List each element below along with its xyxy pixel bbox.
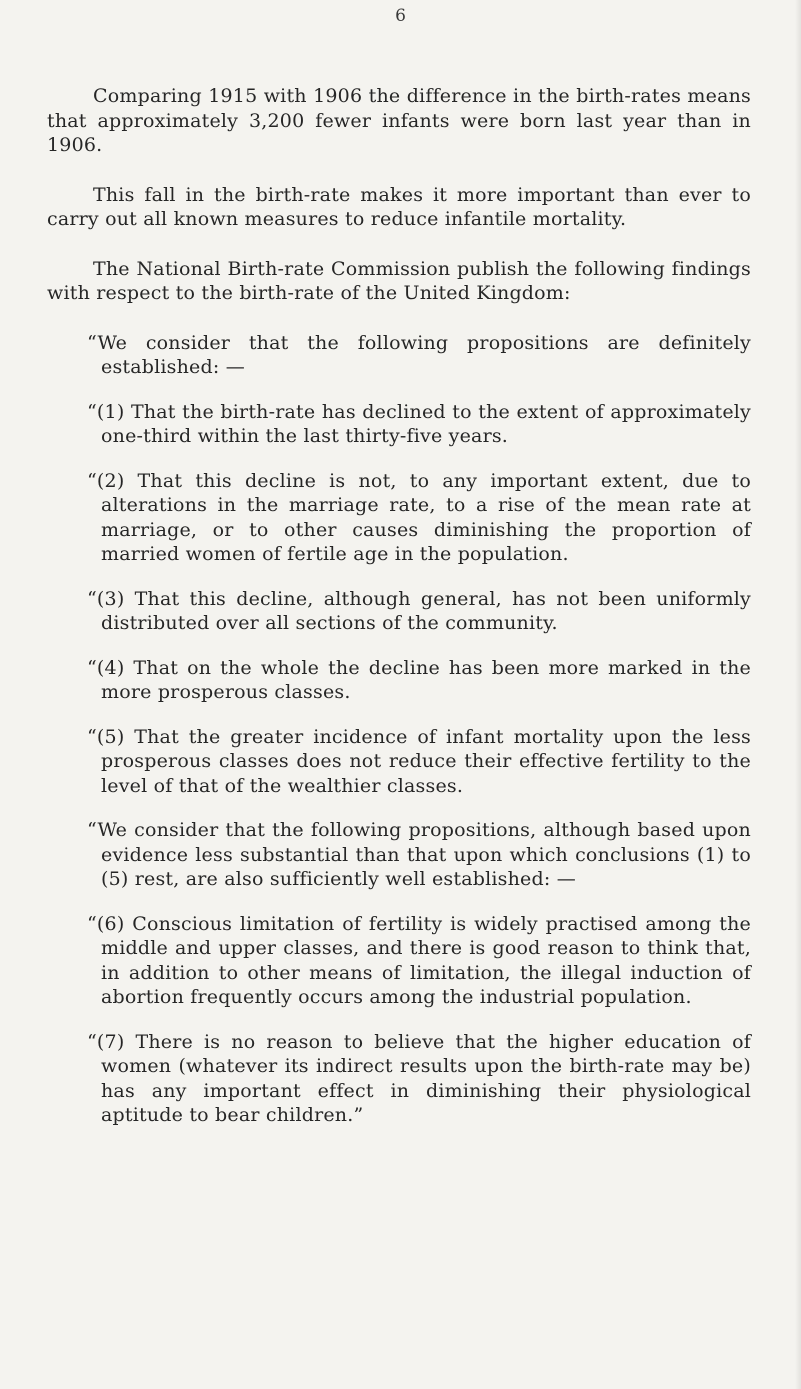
quote-intro-established: “We consider that the following propositions are definitely established: — [87, 331, 751, 378]
body-text [0, 84, 801, 1148]
quote-finding-5: “(5) That the greater incidence of infant mortality upon the less prosperous classes does not reduce their effective fertility to the level of that of the wealthier classes. [87, 725, 751, 797]
quote-finding-2: “(2) That this decline is not, to any important extent, due to alterations in the marriage rate, to a rise of the mean rate at marriage, or to other causes diminishing the proportion of married women of fertile age in the population. [87, 469, 751, 565]
quote-finding-6: “(6) Conscious limitation of fertility is widely practised among the middle and upper classes, and there is good reason to think that, in addition to other means of limitation, the illegal induction of abortion frequently occurs among the industrial population. [87, 912, 751, 1008]
quote-finding-1: “(1) That the birth-rate has declined to the extent of approximately one-third within the last thirty-five years. [87, 400, 751, 447]
page-edge-shadow [795, 0, 801, 1389]
quote-finding-4: “(4) That on the whole the decline has been more marked in the more prosperous classes. [87, 656, 751, 703]
quote-finding-3: “(3) That this decline, although general, has not been uniformly distributed over all sections of the community. [87, 587, 751, 634]
paragraph-infantile-mortality: This fall in the birth-rate makes it more important than ever to carry out all known measures to reduce infantile mortality. [47, 183, 751, 230]
quote-finding-7: “(7) There is no reason to believe that the higher education of women (whatever its indirect results upon the birth-rate may be) has any important effect in diminishing their physiological aptitude to bear children.” [87, 1030, 751, 1126]
page-number: 6 [395, 6, 406, 26]
quote-intro-less-substantial: “We consider that the following propositions, although based upon evidence less substantial than that upon which conclusions (1) to (5) rest, are also sufficiently well established: — [87, 819, 751, 890]
paragraph-commission-findings: The National Birth-rate Commission publish the following findings with respect to the birth-rate of the United Kingdom: [47, 257, 751, 304]
paragraph-birth-rate-comparison: Comparing 1915 with 1906 the difference in the birth-rates means that approximately 3,200 fewer infants were born last year than in 1906. [47, 85, 751, 156]
